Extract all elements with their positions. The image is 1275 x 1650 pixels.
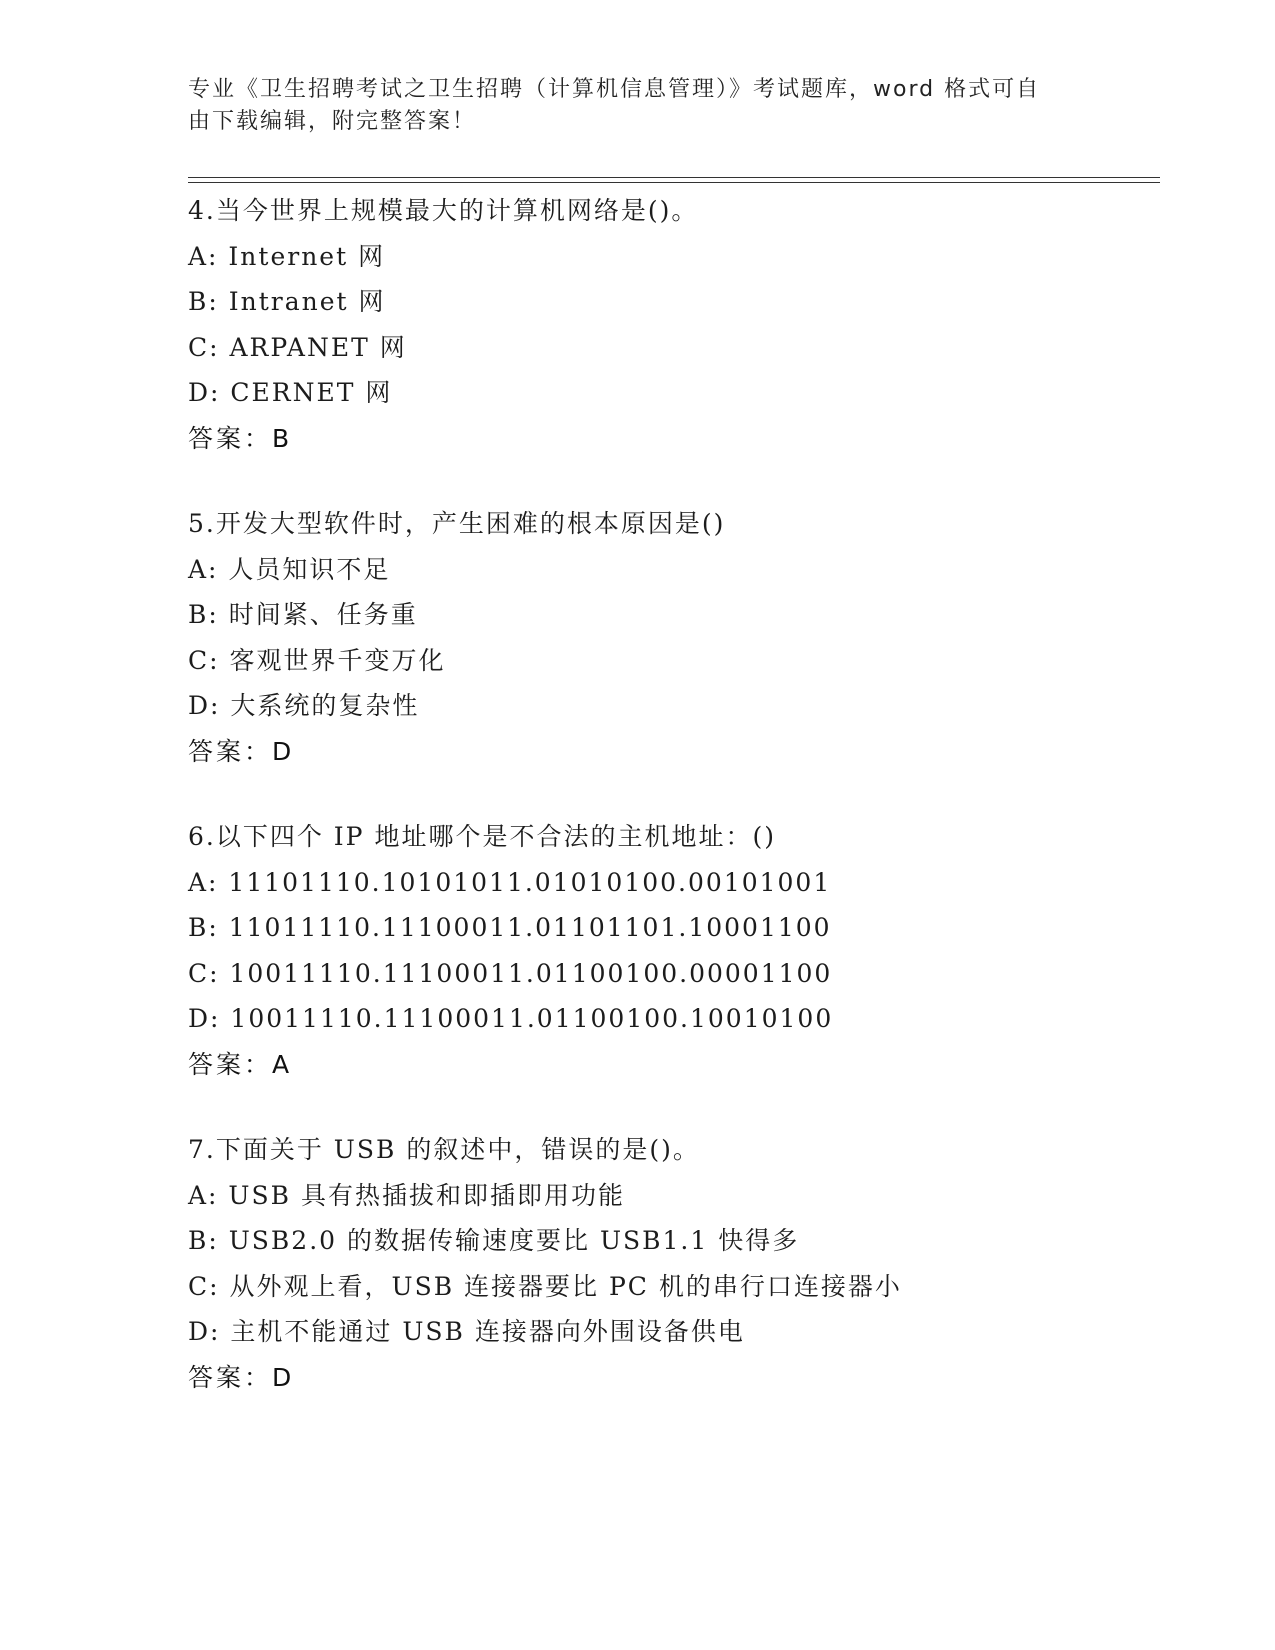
option-d: D: 大系统的复杂性 — [188, 691, 420, 720]
option-a: A: 11101110.10101011.01010100.00101001 — [188, 867, 832, 897]
option-b: B: Intranet 网 — [188, 287, 386, 316]
option-a: A: USB 具有热插拔和即插即用功能 — [188, 1180, 625, 1210]
option-c: C: 客观世界千变万化 — [188, 645, 446, 675]
question-7 — [188, 1127, 1168, 1400]
answer-label: 答案：D — [188, 1362, 295, 1392]
question-stem: 7.下面关于 USB 的叙述中，错误的是()。 — [188, 1135, 700, 1164]
answer-label: 答案：D — [188, 736, 295, 766]
option-b: B: 11011110.11100011.01101101.10001100 — [188, 913, 832, 942]
option-c: C: 10011110.11100011.01100100.00001100 — [188, 958, 833, 988]
question-6 — [188, 814, 1168, 1087]
option-d: D: 主机不能通过 USB 连接器向外围设备供电 — [188, 1317, 745, 1346]
option-d: D: CERNET 网 — [188, 378, 393, 407]
header-divider-bottom — [188, 182, 1160, 183]
header-divider-top — [188, 177, 1160, 178]
answer-label: 答案：A — [188, 1049, 293, 1079]
question-4 — [188, 188, 1168, 461]
question-stem: 5.开发大型软件时，产生困难的根本原因是() — [188, 509, 726, 538]
answer-label: 答案：B — [188, 423, 293, 453]
header-line-1: 专业《卫生招聘考试之卫生招聘（计算机信息管理）》考试题库，word 格式可自 — [188, 77, 1041, 102]
option-c: C: 从外观上看，USB 连接器要比 PC 机的串行口连接器小 — [188, 1271, 902, 1301]
header-line-2: 由下载编辑，附完整答案！ — [188, 109, 477, 134]
option-a: A: Internet 网 — [188, 241, 386, 271]
question-5 — [188, 501, 1168, 774]
option-a: A: 人员知识不足 — [188, 554, 391, 584]
option-b: B: USB2.0 的数据传输速度要比 USB1.1 快得多 — [188, 1226, 800, 1255]
document-header — [188, 74, 1088, 138]
option-d: D: 10011110.11100011.01100100.10010100 — [188, 1004, 834, 1033]
option-c: C: ARPANET 网 — [188, 332, 407, 362]
option-b: B: 时间紧、任务重 — [188, 600, 418, 629]
question-stem: 6.以下四个 IP 地址哪个是不合法的主机地址：() — [188, 822, 776, 851]
question-list — [188, 188, 1168, 1440]
question-stem: 4.当今世界上规模最大的计算机网络是()。 — [188, 196, 699, 225]
